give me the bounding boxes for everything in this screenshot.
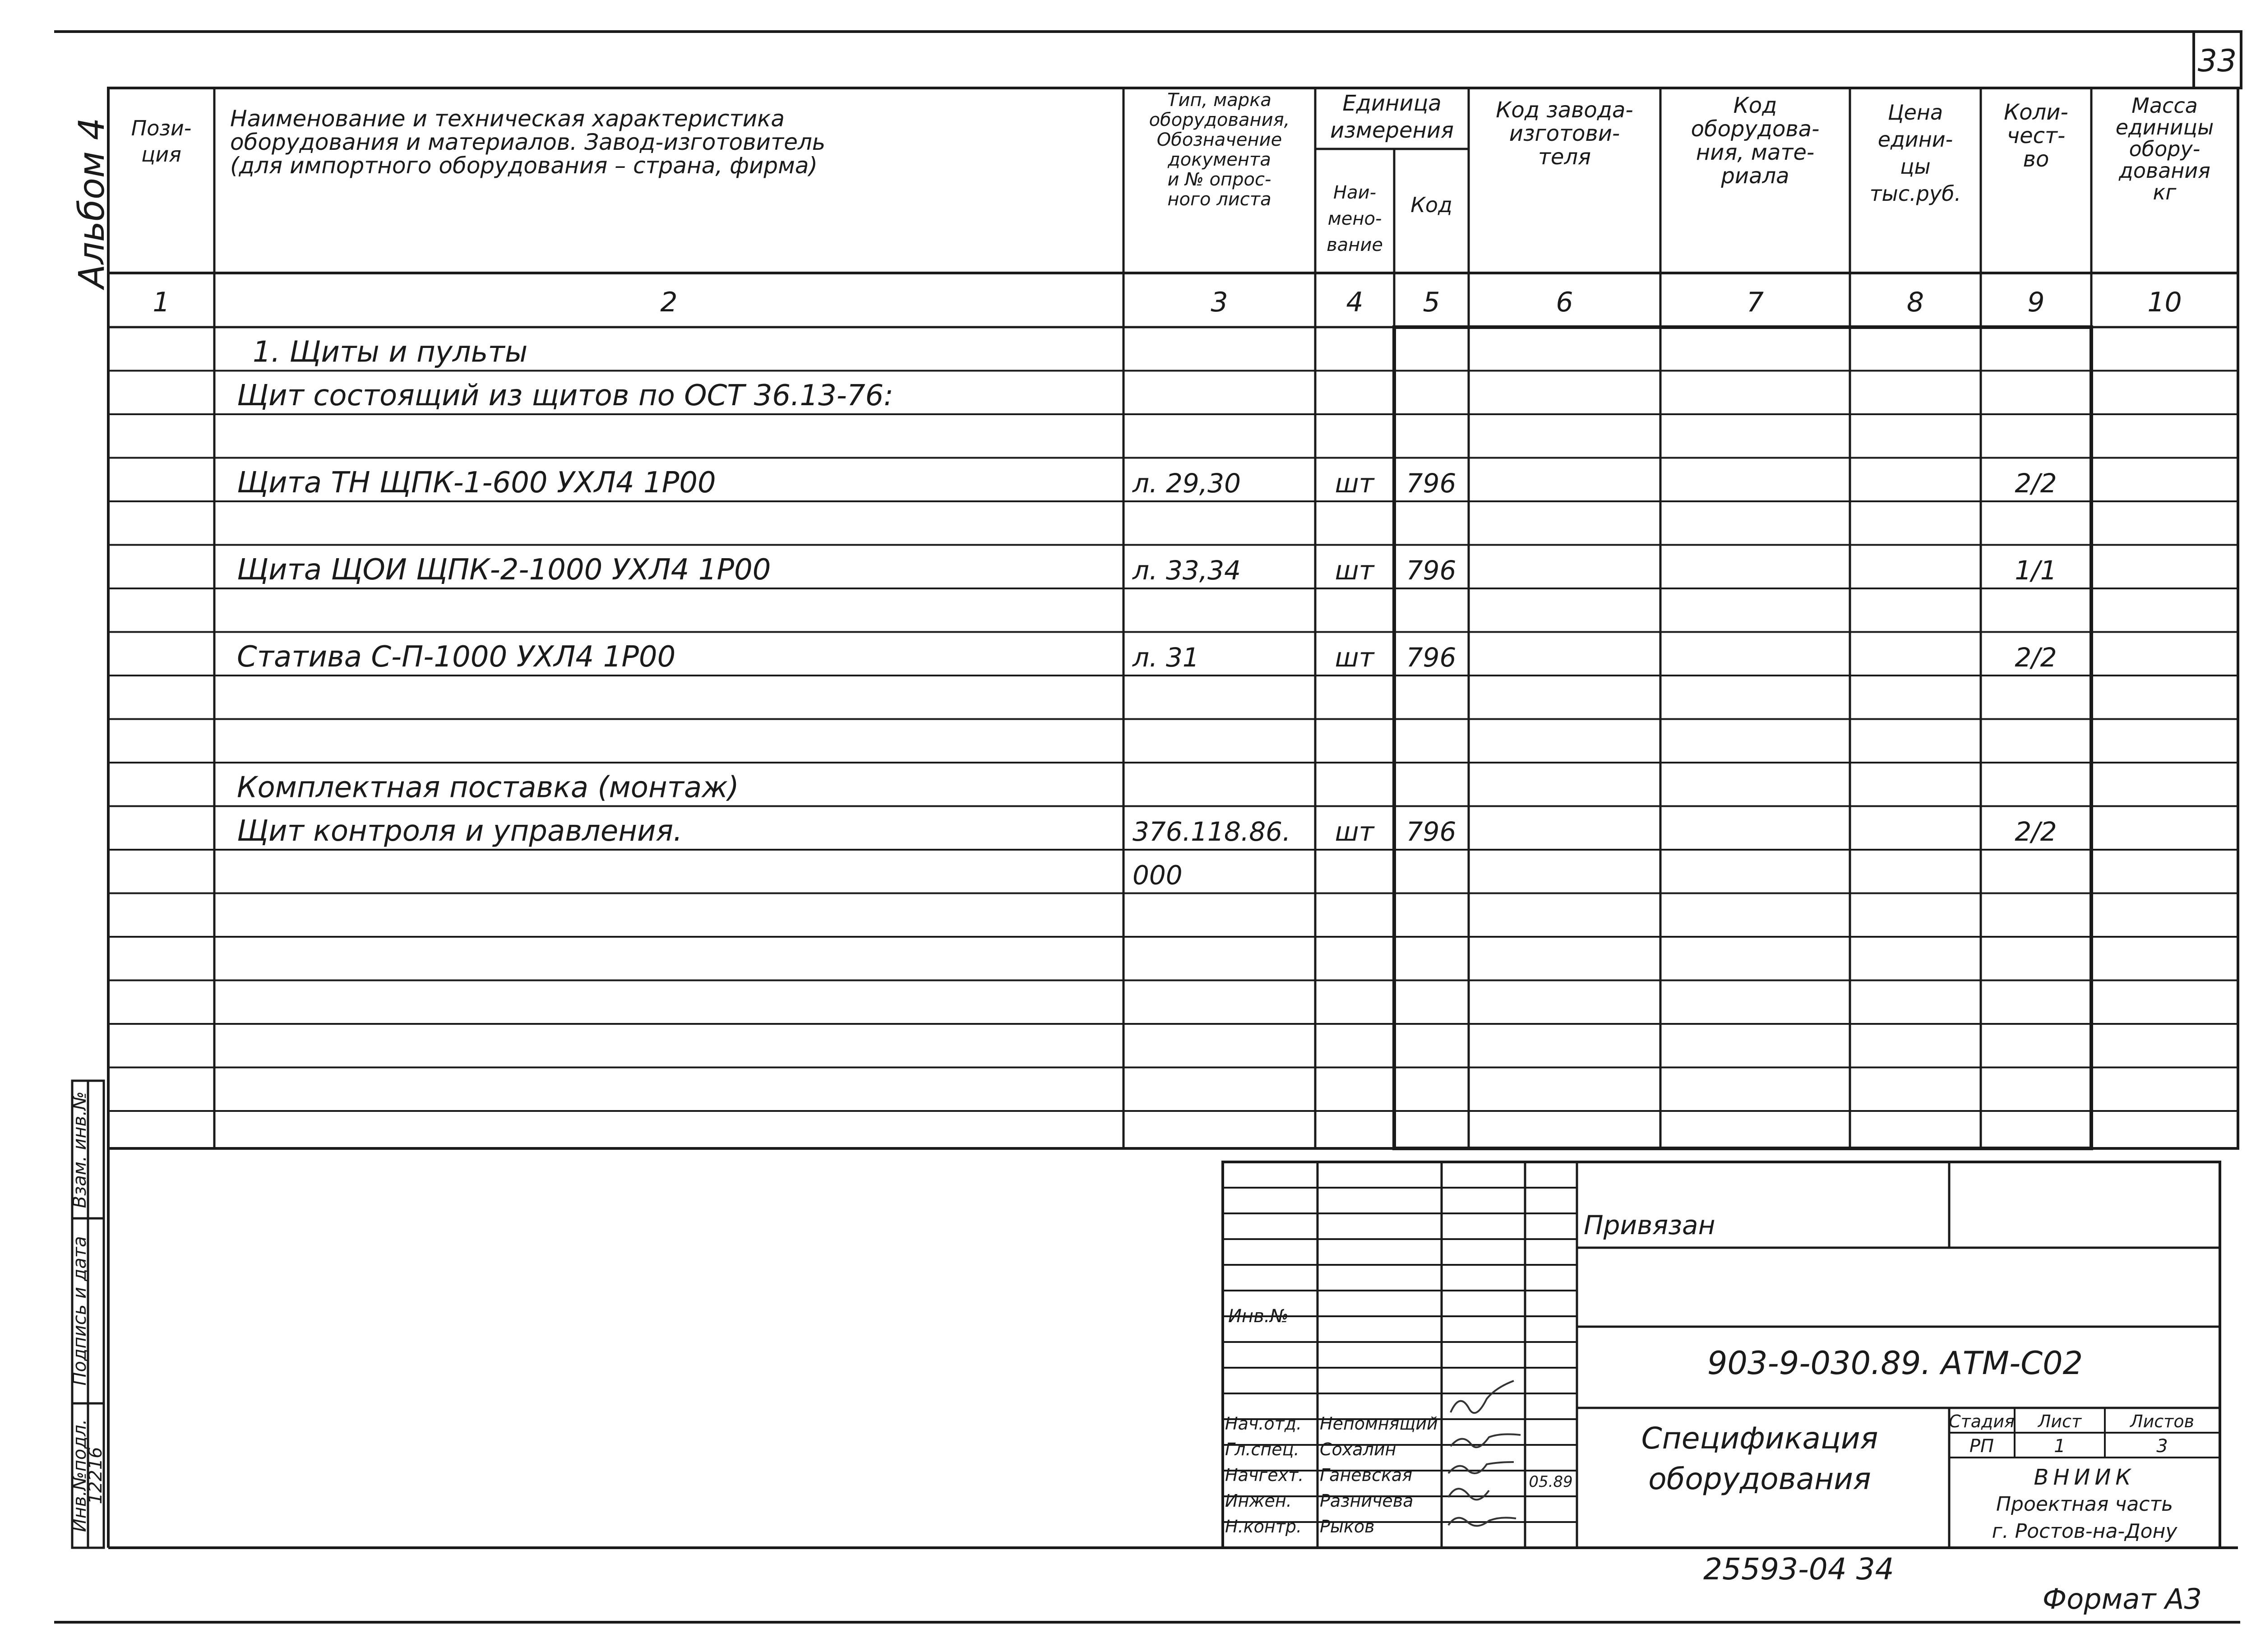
- org-city: г. Ростов-на-Дону: [1992, 1520, 2177, 1543]
- item-quantity: 2/2: [2015, 468, 2057, 499]
- item-type-mark: 376.118.86.: [1133, 816, 1291, 847]
- page-number: 33: [2197, 43, 2237, 79]
- item-type-mark: л. 31: [1133, 642, 1199, 673]
- format-label: Формат А3: [2042, 1583, 2202, 1615]
- column-header-8: едини-: [1877, 127, 1953, 152]
- column-number-2: 2: [660, 287, 678, 318]
- column-number-9: 9: [2027, 287, 2045, 318]
- side-stamp: [69, 1081, 106, 1548]
- column-header-10: единицы: [2115, 115, 2214, 139]
- column-header-3: ного листа: [1167, 189, 1271, 210]
- side-inv-value: 12216: [85, 1447, 106, 1504]
- column-header-6: изготови-: [1509, 121, 1620, 146]
- table-row: [237, 814, 2057, 848]
- column-header-4: мено-: [1327, 208, 1382, 229]
- signer-name: Рыков: [1320, 1517, 1375, 1536]
- column-header-5: Код: [1410, 193, 1452, 217]
- table-row: [253, 336, 527, 369]
- item-name: Щит состоящий из щитов по ОСТ 36.13-76:: [237, 379, 893, 412]
- column-header-2: оборудования и материалов. Завод-изготовитель: [230, 129, 826, 155]
- item-type-mark: л. 29,30: [1133, 468, 1241, 499]
- item-name: 1. Щиты и пульты: [253, 335, 528, 369]
- item-type-mark: л. 33,34: [1133, 555, 1241, 586]
- column-header-2: Наименование и техническая характеристика: [230, 106, 785, 132]
- column-header-9: чест-: [2006, 123, 2066, 148]
- table-body: [237, 336, 2057, 891]
- side-inv-orig: Инв.№подл.: [69, 1419, 90, 1532]
- column-number-5: 5: [1423, 287, 1440, 318]
- sheet-label: Лист: [2038, 1411, 2082, 1431]
- album-label: Альбом 4: [72, 117, 112, 289]
- item-type-mark: 000: [1133, 860, 1183, 891]
- sheets-label: Листов: [2130, 1411, 2194, 1431]
- stage-label: Стадия: [1949, 1411, 2015, 1431]
- column-number-7: 7: [1746, 287, 1764, 318]
- item-unit-code: 796: [1406, 816, 1456, 847]
- column-number-3: 3: [1211, 287, 1228, 318]
- table-header: [131, 90, 2214, 318]
- table-row: [237, 640, 2057, 674]
- item-quantity: 2/2: [2015, 642, 2057, 673]
- item-unit: шт: [1335, 468, 1374, 499]
- document-title-line2: оборудования: [1648, 1462, 1871, 1496]
- column-number-10: 10: [2147, 287, 2182, 318]
- signer-name: Ганевская: [1320, 1465, 1413, 1485]
- unit-group-header: измерения: [1330, 118, 1454, 143]
- item-unit-code: 796: [1406, 468, 1456, 499]
- signer-name: Сохалин: [1320, 1439, 1396, 1459]
- inv-no-label: Инв.№: [1228, 1306, 1289, 1327]
- approval-date: 05.89: [1529, 1473, 1573, 1491]
- column-header-3: оборудования,: [1149, 110, 1290, 130]
- item-name: Комплектная поставка (монтаж): [237, 771, 739, 805]
- item-name: Щита ТН ЩПК-1-600 УХЛ4 1Р00: [237, 466, 716, 500]
- item-unit: шт: [1335, 816, 1374, 847]
- column-header-8: цы: [1900, 154, 1931, 179]
- sheet-value: 1: [2054, 1436, 2066, 1457]
- item-unit-code: 796: [1406, 555, 1456, 586]
- column-number-6: 6: [1556, 287, 1573, 318]
- column-header-7: оборудова-: [1691, 116, 1820, 142]
- signer-role: Н.контр.: [1225, 1517, 1302, 1536]
- column-header-3: и № опрос-: [1167, 169, 1271, 190]
- item-unit: шт: [1335, 555, 1374, 586]
- document-title-line1: Спецификация: [1641, 1421, 1878, 1456]
- column-header-3: документа: [1168, 149, 1271, 170]
- column-number-4: 4: [1346, 287, 1364, 318]
- org-dept: Проектная часть: [1996, 1493, 2173, 1516]
- bottom-numbers: 25593-04 34: [1703, 1552, 1894, 1587]
- column-header-10: Масса: [2131, 93, 2198, 118]
- signer-role: Начгехт.: [1225, 1465, 1304, 1485]
- table-row: [1133, 860, 1183, 891]
- column-header-8: Цена: [1887, 100, 1943, 125]
- column-header-1: ция: [141, 142, 181, 167]
- column-header-10: дования: [2119, 158, 2210, 183]
- signatures: [1448, 1381, 1521, 1526]
- document-code: 903-9-030.89. АТМ-С02: [1707, 1345, 2083, 1382]
- item-name: Щита ЩОИ ЩПК-2-1000 УХЛ4 1Р00: [237, 553, 771, 587]
- column-number-1: 1: [153, 287, 170, 318]
- unit-group-header: Единица: [1342, 91, 1442, 116]
- signer-name: Непомнящий: [1320, 1414, 1438, 1434]
- column-header-8: тыс.руб.: [1869, 181, 1961, 206]
- column-header-3: Тип, марка: [1167, 90, 1271, 111]
- column-header-10: кг: [2153, 180, 2177, 204]
- column-header-7: риала: [1721, 163, 1789, 189]
- signer-role: Гл.спец.: [1225, 1439, 1299, 1459]
- spec-table-grid: [108, 88, 2238, 1148]
- item-unit: шт: [1335, 642, 1374, 673]
- item-quantity: 2/2: [2015, 816, 2057, 847]
- table-row: [237, 379, 893, 412]
- column-header-6: Код завода-: [1496, 97, 1633, 123]
- table-row: [237, 771, 739, 805]
- org-name: ВНИИК: [2034, 1465, 2136, 1490]
- column-header-1: Пози-: [131, 116, 192, 140]
- sheets-value: 3: [2156, 1436, 2168, 1457]
- column-header-4: Наи-: [1333, 182, 1377, 203]
- table-row: [237, 553, 2057, 587]
- column-number-8: 8: [1906, 287, 1924, 318]
- signer-name: Разничева: [1320, 1491, 1414, 1511]
- column-header-3: Обозначение: [1156, 130, 1282, 150]
- item-name: Щит контроля и управления.: [237, 814, 683, 848]
- column-header-10: обору-: [2129, 137, 2201, 161]
- column-header-7: Код: [1733, 93, 1777, 118]
- signer-role: Нач.отд.: [1225, 1414, 1302, 1434]
- page-number-box: [2194, 32, 2241, 88]
- column-header-9: во: [2023, 147, 2049, 172]
- table-row: [237, 466, 2057, 500]
- column-header-9: Коли-: [2004, 100, 2068, 125]
- column-header-2: (для импортного оборудования – страна, фирма): [230, 153, 818, 179]
- item-unit-code: 796: [1406, 642, 1456, 673]
- side-sign-date: Подпись и дата: [69, 1236, 90, 1386]
- item-quantity: 1/1: [2015, 555, 2057, 586]
- column-header-4: вание: [1327, 235, 1383, 255]
- stage-value: РП: [1969, 1436, 1994, 1457]
- title-block: [1223, 1162, 2220, 1548]
- column-header-7: ния, мате-: [1696, 140, 1815, 165]
- signer-role: Инжен.: [1225, 1491, 1292, 1511]
- privyazan-label: Привязан: [1584, 1210, 1715, 1240]
- column-header-6: теля: [1538, 144, 1591, 170]
- item-name: Статива С-П-1000 УХЛ4 1Р00: [237, 640, 676, 674]
- side-inv-repl: Взам. инв.№: [69, 1091, 90, 1208]
